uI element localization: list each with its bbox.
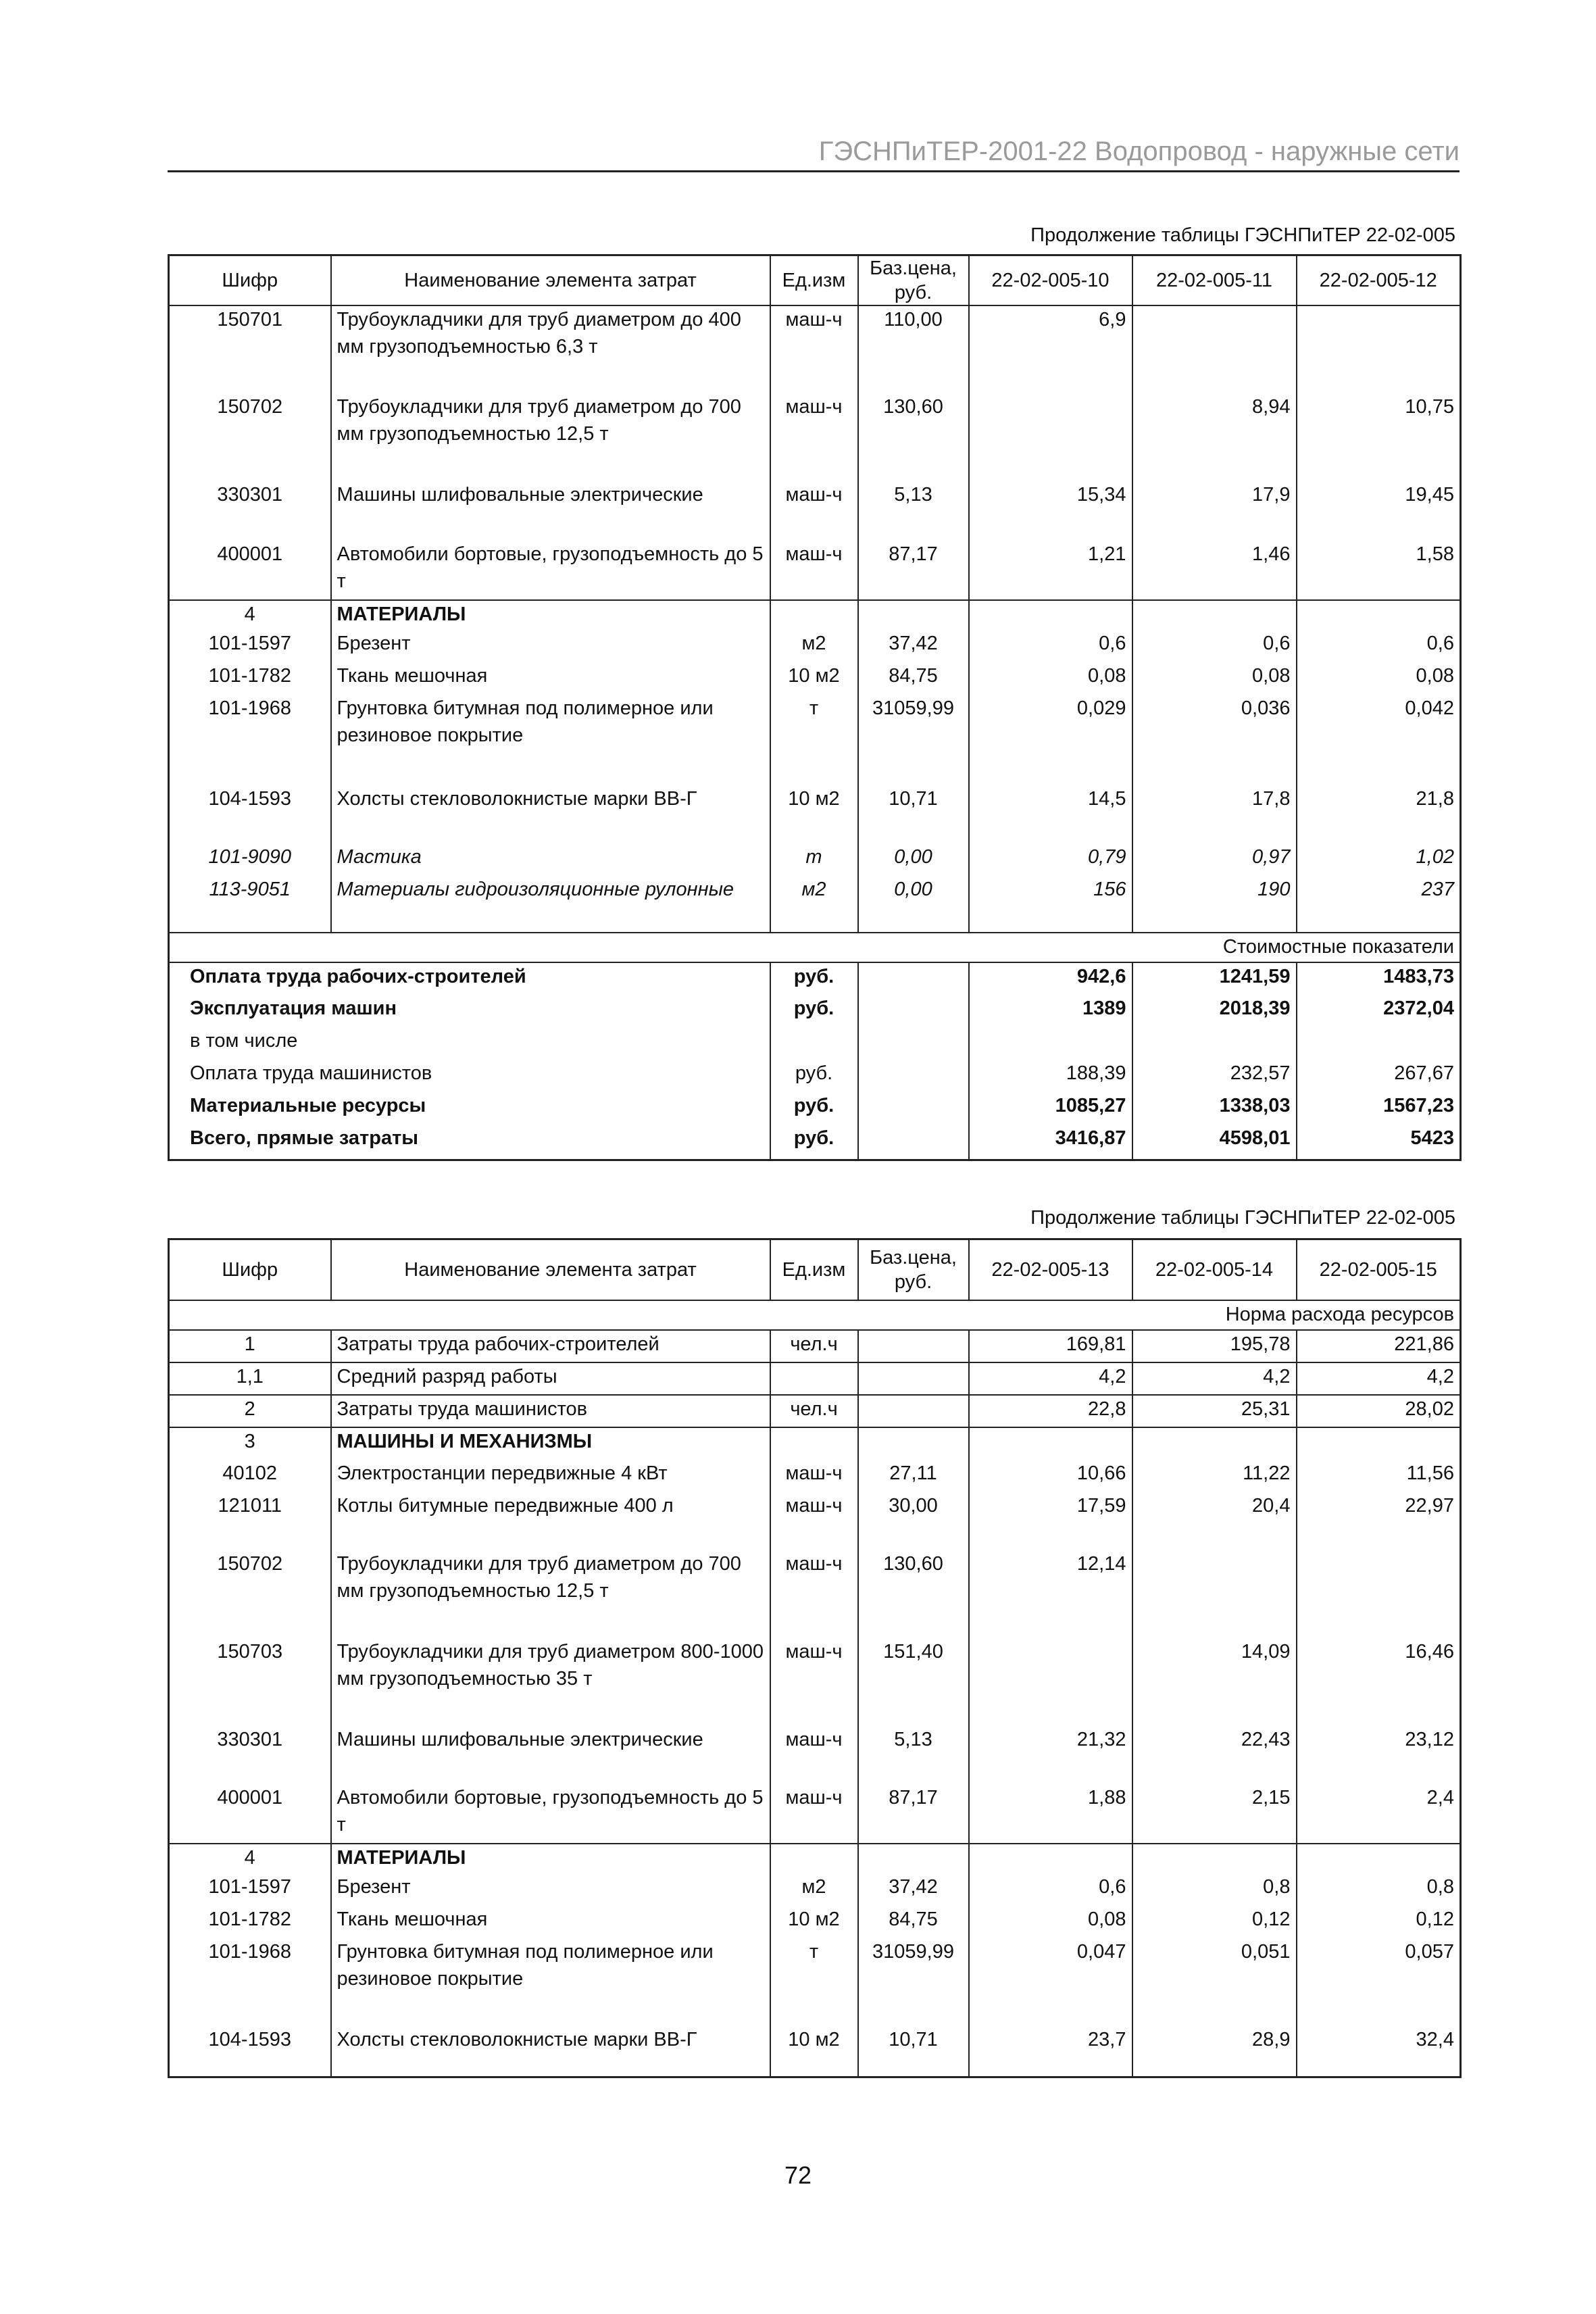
cell-value: 23,12 — [1297, 1726, 1461, 1784]
header-col-1: 22-02-005-10 — [969, 255, 1132, 306]
cell-value: 22,43 — [1132, 1726, 1297, 1784]
cell-price: 151,40 — [858, 1638, 969, 1726]
cell-value: 0,029 — [969, 695, 1132, 785]
summary-value: 2372,04 — [1297, 995, 1461, 1027]
cell-value: 0,057 — [1297, 1938, 1461, 2026]
cell-name: Затраты труда машинистов — [331, 1395, 770, 1427]
table-row — [169, 843, 1461, 876]
summary-label: Всего, прямые затраты — [169, 1125, 770, 1160]
summary-value: 1241,59 — [1132, 962, 1297, 995]
table-row — [169, 2026, 1461, 2077]
summary-value: 1567,23 — [1297, 1092, 1461, 1125]
cell-name: Автомобили бортовые, грузоподъемность до 5 т — [331, 541, 770, 600]
cell-unit: чел.ч — [770, 1395, 858, 1427]
header-col-2: 22-02-005-14 — [1132, 1239, 1297, 1300]
table-row — [169, 1726, 1461, 1784]
summary-unit: руб. — [770, 1125, 858, 1160]
cell-price: 27,11 — [858, 1460, 969, 1492]
cell-unit: т — [770, 695, 858, 785]
cell-value — [1297, 1550, 1461, 1638]
cell-price: 10,71 — [858, 2026, 969, 2077]
summary-value: 232,57 — [1132, 1060, 1297, 1092]
cell-code: 101-1597 — [169, 630, 331, 662]
cell-price: 0,00 — [858, 843, 969, 876]
cell-value: 14,09 — [1132, 1638, 1297, 1726]
summary-value: 942,6 — [969, 962, 1132, 995]
cell-unit: маш-ч — [770, 481, 858, 541]
cell-name: Машины шлифовальные электрические — [331, 1726, 770, 1784]
section-title: МАТЕРИАЛЫ — [331, 1844, 770, 1873]
cell-code: 101-1597 — [169, 1873, 331, 1906]
cell-unit: 10 м2 — [770, 2026, 858, 2077]
cell-name: Трубоукладчики для труб диаметром до 700 мм грузоподъемностью 12,5 т — [331, 393, 770, 481]
cell-unit: маш-ч — [770, 1550, 858, 1638]
cell-value: 22,8 — [969, 1395, 1132, 1427]
summary-row — [169, 962, 1461, 995]
cell-value: 17,9 — [1132, 481, 1297, 541]
cell-value: 28,9 — [1132, 2026, 1297, 2077]
cell-unit: маш-ч — [770, 1784, 858, 1844]
cell-name: Холсты стекловолокнистые марки ВВ-Г — [331, 2026, 770, 2077]
summary-label: Материальные ресурсы — [169, 1092, 770, 1125]
summary-label: Оплата труда машинистов — [169, 1060, 770, 1092]
cell-unit — [770, 1362, 858, 1395]
cell-value: 156 — [969, 876, 1132, 933]
cell-value: 11,22 — [1132, 1460, 1297, 1492]
summary-value — [1132, 1027, 1297, 1060]
cell-price: 84,75 — [858, 1906, 969, 1938]
cell-price — [858, 1330, 969, 1362]
cell-value: 19,45 — [1297, 481, 1461, 541]
cell-value: 14,5 — [969, 785, 1132, 843]
cell-unit: т — [770, 843, 858, 876]
cell-name: Брезент — [331, 1873, 770, 1906]
cell-value: 1,46 — [1132, 541, 1297, 600]
header-name: Наименование элемента затрат — [331, 255, 770, 306]
cell-code: 101-1968 — [169, 1938, 331, 2026]
cell-name: Мастика — [331, 843, 770, 876]
cell-price: 87,17 — [858, 541, 969, 600]
table-row — [169, 662, 1461, 695]
cell-value — [1297, 1844, 1461, 1873]
cell-value — [969, 393, 1132, 481]
cell-value: 237 — [1297, 876, 1461, 933]
running-header: ГЭСНПиТЕР-2001-22 Водопровод - наружные сети — [168, 135, 1460, 172]
cell-value: 0,6 — [969, 1873, 1132, 1906]
table-row — [169, 630, 1461, 662]
band-row — [169, 933, 1461, 962]
summary-row — [169, 1060, 1461, 1092]
table2-caption: Продолжение таблицы ГЭСНПиТЕР 22-02-005 — [1030, 1207, 1455, 1229]
cell-value: 190 — [1132, 876, 1297, 933]
cell-code: 400001 — [169, 541, 331, 600]
cell-value: 4,2 — [1297, 1362, 1461, 1395]
summary-value: 1389 — [969, 995, 1132, 1027]
summary-label: Эксплуатация машин — [169, 995, 770, 1027]
summary-unit: руб. — [770, 1092, 858, 1125]
cell-price: 87,17 — [858, 1784, 969, 1844]
cell-name: Холсты стекловолокнистые марки ВВ-Г — [331, 785, 770, 843]
section-title: МАТЕРИАЛЫ — [331, 600, 770, 630]
header-price: Баз.цена, руб. — [858, 255, 969, 306]
summary-row — [169, 995, 1461, 1027]
cell-value: 17,59 — [969, 1492, 1132, 1550]
cell-code: 40102 — [169, 1460, 331, 1492]
cell-value — [1132, 1844, 1297, 1873]
cell-code: 1,1 — [169, 1362, 331, 1395]
header-price: Баз.цена, руб. — [858, 1239, 969, 1300]
cell-code: 4 — [169, 1844, 331, 1873]
cell-value: 169,81 — [969, 1330, 1132, 1362]
cell-value: 32,4 — [1297, 2026, 1461, 2077]
cell-value: 8,94 — [1132, 393, 1297, 481]
table-row — [169, 541, 1461, 600]
summary-value: 1338,03 — [1132, 1092, 1297, 1125]
summary-value — [969, 1027, 1132, 1060]
cell-name: Затраты труда рабочих-строителей — [331, 1330, 770, 1362]
cell-value: 16,46 — [1297, 1638, 1461, 1726]
cell-value: 1,58 — [1297, 541, 1461, 600]
summary-value: 5423 — [1297, 1125, 1461, 1160]
cell-code: 101-1782 — [169, 662, 331, 695]
summary-row — [169, 1125, 1461, 1160]
cell-unit: м2 — [770, 1873, 858, 1906]
cell-price: 130,60 — [858, 393, 969, 481]
cell-name: Грунтовка битумная под полимерное или резиновое покрытие — [331, 695, 770, 785]
cell-value: 195,78 — [1132, 1330, 1297, 1362]
cell-value — [969, 600, 1132, 630]
cell-value: 4,2 — [1132, 1362, 1297, 1395]
section-row — [169, 1427, 1461, 1460]
cell-value: 0,042 — [1297, 695, 1461, 785]
cell-code: 1 — [169, 1330, 331, 1362]
table2 — [168, 1238, 1462, 2078]
summary-value: 1483,73 — [1297, 962, 1461, 995]
summary-unit — [770, 1027, 858, 1060]
header-name: Наименование элемента затрат — [331, 1239, 770, 1300]
cell-value: 0,036 — [1132, 695, 1297, 785]
cell-value: 0,8 — [1297, 1873, 1461, 1906]
table-row — [169, 1362, 1461, 1395]
cell-name: Котлы битумные передвижные 400 л — [331, 1492, 770, 1550]
page-number: 72 — [784, 2161, 812, 2189]
cell-value: 22,97 — [1297, 1492, 1461, 1550]
cell-value: 2,4 — [1297, 1784, 1461, 1844]
cell-price: 37,42 — [858, 1873, 969, 1906]
summary-unit: руб. — [770, 1060, 858, 1092]
cell-price: 5,13 — [858, 1726, 969, 1784]
cell-name: Грунтовка битумная под полимерное или резиновое покрытие — [331, 1938, 770, 2026]
band-row — [169, 1300, 1461, 1330]
cell-value — [1297, 1427, 1461, 1460]
cell-code: 104-1593 — [169, 2026, 331, 2077]
cell-unit: маш-ч — [770, 1726, 858, 1784]
cell-name: Средний разряд работы — [331, 1362, 770, 1395]
summary-value: 4598,01 — [1132, 1125, 1297, 1160]
summary-row — [169, 1027, 1461, 1060]
table-row — [169, 393, 1461, 481]
cell-price — [858, 1362, 969, 1395]
table-row — [169, 1395, 1461, 1427]
cell-value: 10,75 — [1297, 393, 1461, 481]
cell-unit: 10 м2 — [770, 662, 858, 695]
cell-unit: чел.ч — [770, 1330, 858, 1362]
cell-value: 10,66 — [969, 1460, 1132, 1492]
cell-price: 84,75 — [858, 662, 969, 695]
header-col-3: 22-02-005-15 — [1297, 1239, 1461, 1300]
cell-code: 104-1593 — [169, 785, 331, 843]
band-label: Норма расхода ресурсов — [169, 1300, 1461, 1330]
cell-value: 0,08 — [1297, 662, 1461, 695]
summary-label: в том числе — [169, 1027, 770, 1060]
cell-unit: маш-ч — [770, 541, 858, 600]
cell-unit: маш-ч — [770, 305, 858, 393]
cell-value: 0,97 — [1132, 843, 1297, 876]
cell-unit — [770, 600, 858, 630]
cell-unit: маш-ч — [770, 1460, 858, 1492]
table-row — [169, 1906, 1461, 1938]
cell-name: Трубоукладчики для труб диаметром до 700 мм грузоподъемностью 12,5 т — [331, 1550, 770, 1638]
cell-value: 0,08 — [969, 662, 1132, 695]
cell-code: 4 — [169, 600, 331, 630]
summary-label: Оплата труда рабочих-строителей — [169, 962, 770, 995]
cell-value: 6,9 — [969, 305, 1132, 393]
cell-value — [969, 1638, 1132, 1726]
cell-value: 1,21 — [969, 541, 1132, 600]
cell-name: Трубоукладчики для труб диаметром 800-1000 мм грузоподъемностью 35 т — [331, 1638, 770, 1726]
cell-value: 1,02 — [1297, 843, 1461, 876]
table-row — [169, 1330, 1461, 1362]
cell-value: 20,4 — [1132, 1492, 1297, 1550]
cell-code: 101-9090 — [169, 843, 331, 876]
header-code: Шифр — [169, 255, 331, 306]
cell-unit: маш-ч — [770, 1492, 858, 1550]
header-col-2: 22-02-005-11 — [1132, 255, 1297, 306]
cell-code: 101-1968 — [169, 695, 331, 785]
cell-code: 150702 — [169, 393, 331, 481]
cell-value: 0,6 — [1297, 630, 1461, 662]
table-row — [169, 1784, 1461, 1844]
table-row — [169, 1492, 1461, 1550]
cell-price: 0,00 — [858, 876, 969, 933]
table-row — [169, 1938, 1461, 2026]
cell-price: 130,60 — [858, 1550, 969, 1638]
cell-value — [1297, 600, 1461, 630]
summary-row — [169, 1092, 1461, 1125]
summary-value: 267,67 — [1297, 1060, 1461, 1092]
cell-value — [1132, 600, 1297, 630]
cell-code: 150703 — [169, 1638, 331, 1726]
section-row — [169, 600, 1461, 630]
cell-value: 25,31 — [1132, 1395, 1297, 1427]
cell-value: 28,02 — [1297, 1395, 1461, 1427]
header-unit: Ед.изм — [770, 1239, 858, 1300]
cell-code: 121011 — [169, 1492, 331, 1550]
cell-name: Ткань мешочная — [331, 662, 770, 695]
cell-code: 150702 — [169, 1550, 331, 1638]
header-col-3: 22-02-005-12 — [1297, 255, 1461, 306]
cell-value — [1132, 1427, 1297, 1460]
cell-price: 31059,99 — [858, 1938, 969, 2026]
cell-value — [969, 1427, 1132, 1460]
cell-value: 0,051 — [1132, 1938, 1297, 2026]
cell-value: 0,12 — [1297, 1906, 1461, 1938]
cell-unit: м2 — [770, 876, 858, 933]
cell-unit: маш-ч — [770, 393, 858, 481]
table-row — [169, 1460, 1461, 1492]
cell-name: Ткань мешочная — [331, 1906, 770, 1938]
cell-code: 400001 — [169, 1784, 331, 1844]
cell-unit: маш-ч — [770, 1638, 858, 1726]
header-unit: Ед.изм — [770, 255, 858, 306]
cell-value: 0,79 — [969, 843, 1132, 876]
cell-code: 330301 — [169, 1726, 331, 1784]
cell-value — [969, 1844, 1132, 1873]
cell-price: 30,00 — [858, 1492, 969, 1550]
summary-value: 1085,27 — [969, 1092, 1132, 1125]
summary-value — [1297, 1027, 1461, 1060]
cell-unit: 10 м2 — [770, 785, 858, 843]
cell-value: 0,6 — [1132, 630, 1297, 662]
cell-price — [858, 1844, 969, 1873]
header-code: Шифр — [169, 1239, 331, 1300]
cell-name: Брезент — [331, 630, 770, 662]
cell-unit: м2 — [770, 630, 858, 662]
table1-caption: Продолжение таблицы ГЭСНПиТЕР 22-02-005 — [1030, 224, 1455, 246]
cell-value: 17,8 — [1132, 785, 1297, 843]
section-row — [169, 1844, 1461, 1873]
cell-name: Электростанции передвижные 4 кВт — [331, 1460, 770, 1492]
cell-value: 21,8 — [1297, 785, 1461, 843]
cell-price: 10,71 — [858, 785, 969, 843]
cell-price: 31059,99 — [858, 695, 969, 785]
table-row — [169, 481, 1461, 541]
cell-value: 221,86 — [1297, 1330, 1461, 1362]
summary-value: 188,39 — [969, 1060, 1132, 1092]
cell-unit — [770, 1427, 858, 1460]
cell-value: 0,08 — [1132, 662, 1297, 695]
cell-value — [1132, 305, 1297, 393]
cell-value: 0,6 — [969, 630, 1132, 662]
cell-price — [858, 1427, 969, 1460]
cell-value: 1,88 — [969, 1784, 1132, 1844]
table1 — [168, 254, 1462, 1161]
cell-price — [858, 1395, 969, 1427]
section-title: МАШИНЫ И МЕХАНИЗМЫ — [331, 1427, 770, 1460]
cell-code: 113-9051 — [169, 876, 331, 933]
cell-name: Автомобили бортовые, грузоподъемность до 5 т — [331, 1784, 770, 1844]
cell-value: 21,32 — [969, 1726, 1132, 1784]
table-row — [169, 785, 1461, 843]
cell-code: 330301 — [169, 481, 331, 541]
cell-code: 101-1782 — [169, 1906, 331, 1938]
cell-code: 2 — [169, 1395, 331, 1427]
cell-value: 2,15 — [1132, 1784, 1297, 1844]
summary-value: 3416,87 — [969, 1125, 1132, 1160]
table-row — [169, 876, 1461, 933]
band-label: Стоимостные показатели — [169, 933, 1461, 962]
table-row — [169, 1638, 1461, 1726]
table-row — [169, 695, 1461, 785]
cell-value: 0,08 — [969, 1906, 1132, 1938]
table-row — [169, 1873, 1461, 1906]
cell-price: 37,42 — [858, 630, 969, 662]
cell-value: 11,56 — [1297, 1460, 1461, 1492]
cell-value: 23,7 — [969, 2026, 1132, 2077]
cell-price: 5,13 — [858, 481, 969, 541]
table-row — [169, 1550, 1461, 1638]
summary-value: 2018,39 — [1132, 995, 1297, 1027]
cell-code: 150701 — [169, 305, 331, 393]
cell-value — [1297, 305, 1461, 393]
cell-price: 110,00 — [858, 305, 969, 393]
cell-value: 0,047 — [969, 1938, 1132, 2026]
cell-name: Материалы гидроизоляционные рулонные — [331, 876, 770, 933]
cell-value: 0,12 — [1132, 1906, 1297, 1938]
cell-name: Машины шлифовальные электрические — [331, 481, 770, 541]
cell-value: 12,14 — [969, 1550, 1132, 1638]
cell-value: 0,8 — [1132, 1873, 1297, 1906]
summary-unit: руб. — [770, 995, 858, 1027]
cell-unit: т — [770, 1938, 858, 2026]
cell-unit — [770, 1844, 858, 1873]
cell-name: Трубоукладчики для труб диаметром до 400 мм грузоподъемностью 6,3 т — [331, 305, 770, 393]
summary-unit: руб. — [770, 962, 858, 995]
table-row — [169, 305, 1461, 393]
header-col-1: 22-02-005-13 — [969, 1239, 1132, 1300]
cell-code: 3 — [169, 1427, 331, 1460]
cell-unit: 10 м2 — [770, 1906, 858, 1938]
cell-value: 15,34 — [969, 481, 1132, 541]
cell-value: 4,2 — [969, 1362, 1132, 1395]
cell-value — [1132, 1550, 1297, 1638]
cell-price — [858, 600, 969, 630]
